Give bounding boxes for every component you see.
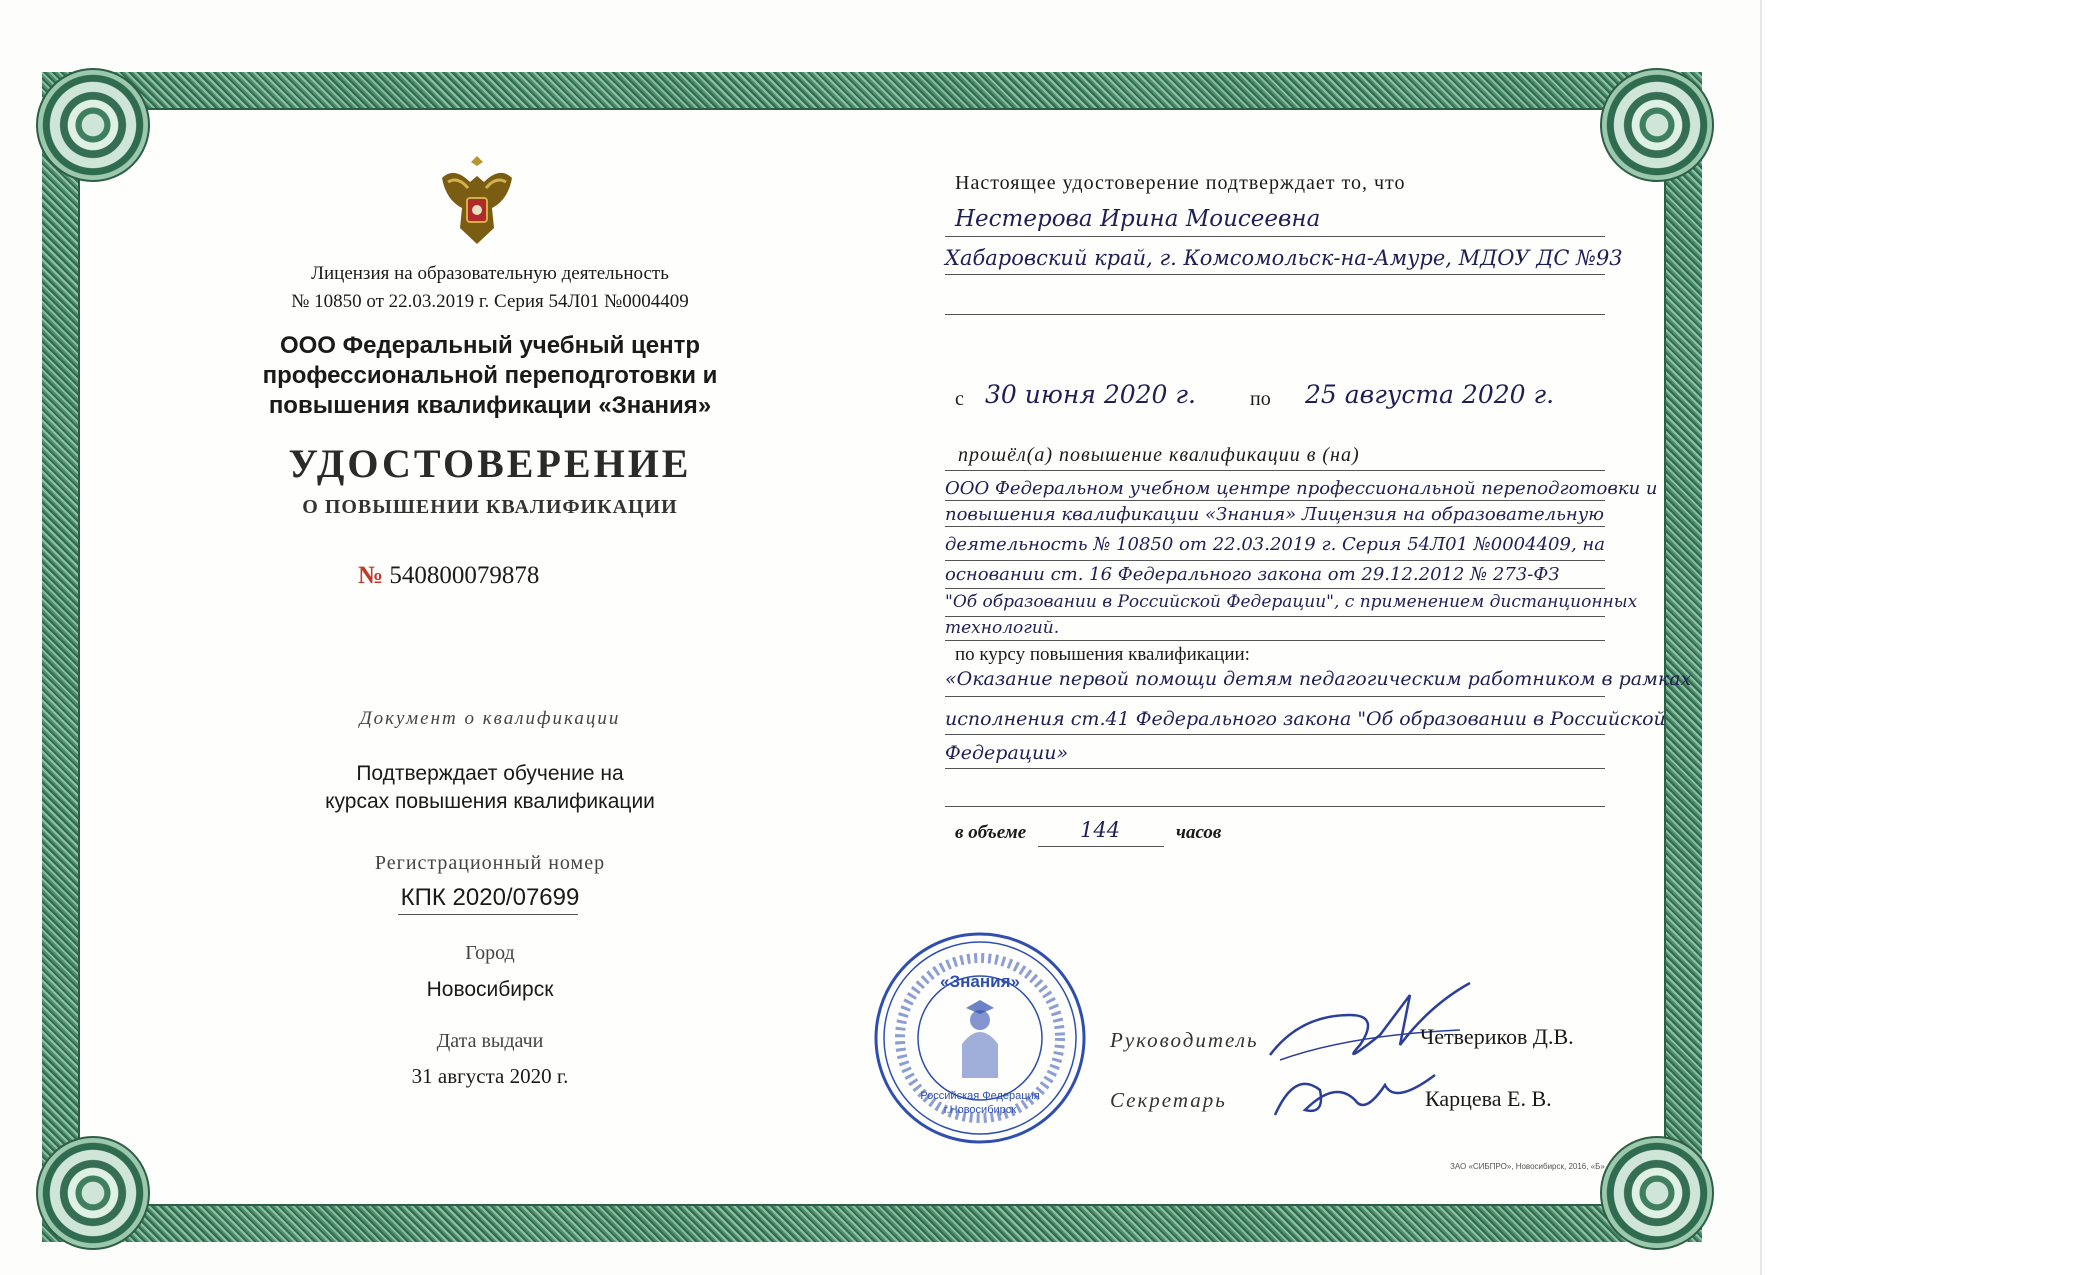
issue-date-label: Дата выдачи (436, 1030, 544, 1052)
corner-rosette-bottom-left (36, 1136, 150, 1250)
course-underline-1 (945, 696, 1605, 697)
secretary-label: Секретарь (1110, 1088, 1227, 1112)
course-underline-4 (945, 806, 1605, 807)
license-line-1: Лицензия на образовательную деятельность (311, 263, 669, 284)
org-name-line-2: профессиональной переподготовки и (262, 362, 718, 389)
org-text-line-5: "Об образовании в Российской Федерации", с применением дистанционных (945, 592, 1638, 612)
place-underline (945, 274, 1605, 275)
corner-rosette-top-right (1600, 68, 1714, 182)
city-value: Новосибирск (426, 978, 554, 1001)
course-line-3: Федерации» (945, 742, 1069, 764)
printer-note: ЗАО «СИБПРО», Новосибирск, 2016, «Б» (1450, 1162, 1605, 1171)
document-type: Документ о квалификации (359, 708, 621, 729)
volume-value: 144 (1080, 818, 1121, 842)
org-text-line-6: технологий. (945, 618, 1060, 638)
number-sign: № (358, 562, 384, 589)
org-text-line-4: основании ст. 16 Федерального закона от 29.12.2012 № 273-ФЗ (945, 564, 1560, 585)
corner-rosette-bottom-right (1600, 1136, 1714, 1250)
certificate-number (358, 562, 539, 590)
course-line-2: исполнения ст.41 Федерального закона "Об образовании в Российской (945, 708, 1666, 730)
registration-label: Регистрационный номер (374, 852, 606, 874)
secretary-signature (1265, 1060, 1445, 1130)
course-underline-3 (945, 768, 1605, 769)
registration-underline (398, 914, 578, 915)
holder-place: Хабаровский край, г. Комсомольск-на-Амуре, МДОУ ДС №93 (945, 246, 1623, 270)
document-subtitle: О ПОВЫШЕНИИ КВАЛИФИКАЦИИ (302, 496, 678, 518)
stamp-bottom-line-1: Российская Федерация (920, 1090, 1040, 1102)
issue-date-value: 31 августа 2020 г. (411, 1064, 569, 1088)
course-label: по курсу повышения квалификации: (955, 644, 1250, 665)
org-underline-2 (945, 526, 1605, 527)
holder-name: Нестерова Ирина Моисеевна (955, 206, 1321, 232)
period-to-value: 25 августа 2020 г. (1305, 380, 1555, 409)
passed-underline (945, 470, 1605, 471)
certificate-number-value: 540800079878 (389, 562, 540, 589)
license-line-2: № 10850 от 22.03.2019 г. Серия 54Л01 №0004409 (291, 291, 689, 312)
period-to-label: по (1250, 388, 1271, 410)
volume-label: в объеме (955, 822, 1027, 843)
course-line-1: «Оказание первой помощи детям педагогическим работником в рамках (945, 668, 1692, 690)
period-from-label: с (955, 388, 964, 410)
org-name-line-1: ООО Федеральный учебный центр (279, 332, 701, 359)
org-underline-6 (945, 640, 1605, 641)
period-from-value: 30 июня 2020 г. (985, 380, 1196, 409)
intro-text: Настоящее удостоверение подтверждает то, что (955, 172, 1406, 194)
org-text-line-2: повышения квалификации «Знания» Лицензия на образовательную (945, 504, 1605, 525)
stamp-center-text: «Знания» (940, 972, 1020, 991)
hours-label: часов (1176, 822, 1222, 843)
name-underline (945, 236, 1605, 237)
passed-label: прошёл(а) повышение квалификации в (на) (958, 444, 1360, 466)
confirms-line-1: Подтверждает обучение на (356, 762, 624, 785)
coat-of-arms-icon (432, 148, 522, 254)
org-underline-1 (945, 500, 1605, 501)
org-underline-5 (945, 616, 1605, 617)
org-underline-3 (945, 560, 1605, 561)
corner-rosette-top-left (36, 68, 150, 182)
volume-underline (1038, 846, 1164, 847)
registration-value: КПК 2020/07699 (400, 884, 580, 911)
org-underline-4 (945, 588, 1605, 589)
city-label: Город (465, 942, 515, 964)
secretary-name: Карцева Е. В. (1425, 1086, 1552, 1111)
org-name-line-3: повышения квалификации «Знания» (268, 392, 712, 419)
org-text-line-1: ООО Федеральном учебном центре профессиональной переподготовки и (945, 478, 1658, 499)
head-label: Руководитель (1110, 1028, 1259, 1052)
confirms-line-2: курсах повышения квалификации (325, 790, 655, 813)
org-text-line-3: деятельность № 10850 от 22.03.2019 г. Серия 54Л01 №0004409, на (945, 534, 1605, 555)
blank-underline (945, 314, 1605, 315)
document-title: УДОСТОВЕРЕНИЕ (288, 441, 692, 486)
stamp-bottom-line-2: г.Новосибирск (943, 1104, 1017, 1116)
head-name: Четвериков Д.В. (1420, 1024, 1574, 1049)
course-underline-2 (945, 734, 1605, 735)
